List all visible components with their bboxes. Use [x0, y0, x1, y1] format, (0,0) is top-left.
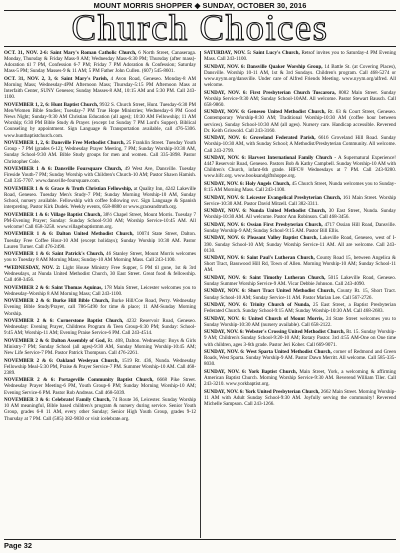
listing-details: County Road 15, between Angelica & Short Tract, Basswood Hill Rd, Town of Allen. Morning Worship-10 AM; Sunday School-11 AM. [204, 255, 396, 274]
listing-heading: SUNDAY, NOV. 6: Harvest International Family Church [204, 154, 333, 161]
church-listing [4, 50, 196, 75]
column-divider [200, 51, 201, 538]
listing-heading: SUNDAY, NOV. 6: Groveland Federated Parish, [204, 135, 316, 142]
church-listing [204, 288, 396, 300]
section-title-band [0, 12, 400, 45]
listing-heading: SUNDAY, NOV. 6: Short Tract United Methodist Church, [204, 288, 335, 295]
church-listing [204, 275, 396, 287]
listing-details: 6616 Groveland Hill Road. Sunday Worship-10:30 AM, with Sunday School; A Methodist/Presbyterian Community. All welcome. Call 243-2799. [204, 135, 396, 154]
listing-details: 6 North Street, Canaseraga. Monday, Thursday & Friday Mass-9 AM; Wednesday Mass-6:30 PM; Thursday (after mass)-Adoration til 7 PM, Confession 6-7 PM; Friday 7 PM Adoration & Confession; Saturday Mass-5 PM; Sunday Masses-9 & 11 AM; 5 PM Father John Cullen. (607) 545-8601. [4, 50, 196, 75]
church-listing [4, 358, 196, 376]
listing-details: 38½ Chapel Street, Mount Morris. Tuesday 7 PM-Evening Prayer; Sunday: Sunday School-9:30 AM; Worship Service-10:45 AM. All welcome! Call 658-3258. www.villagebaptistmm.org. [4, 211, 196, 230]
listing-details: Main Street, York, a welcoming & affirming American Baptist Church. Morning Worship Service-9:30 AM. Reverend William Tiler. Call 243-3210. www.yorkbaptist.org. [204, 368, 396, 388]
listing-heading: NOVEMBER 2 & 6: Saint Thomas Aquinas, [4, 284, 103, 291]
listing-heading: *WEDNESDAY, NOV. 2: [4, 264, 61, 271]
church-listing [204, 302, 396, 314]
listing-details: 4 Avon Road, Geneseo. Monday-8 AM Morning Mass; Wednesday-4PM Afternoon Mass; Thursday-5:15 PM Afternoon Mass at Interfaith Center, SUNY Geneseo; Sunday Masses-8 AM, 10:15 AM and 5:30 PM. Call 243-1100. [4, 75, 196, 101]
listing-heading: NOVEMBER 1 & 6: Dalton United Methodist Church, [4, 231, 134, 238]
listing-details: 25 Franklin Street. Tuesday Youth Group - 7 PM (grades 6-12); Wednesday Prayer Meeting, 7 PM; Sunday Worship-10:30 AM, Sunday School-9:30 AM. Bible Study groups for men and women. Call 335-3898. Pastor Christopher Cole. [4, 140, 196, 165]
listing-heading: SUNDAY, NOV. 6: York Baptist Church, [204, 368, 298, 375]
footer-rule [4, 539, 396, 540]
listing-heading: NOVEMBER 2 & 6: Dalton Assembly of God, [4, 337, 106, 344]
listing-details: 6668 Pike Street. Wednesday Prayer Meeting-6 PM, Youth Group-6 PM; Sunday Morning Worship-10 AM; Evening Service-6 PM. Pastor Rob Andreas. Call 468-5039. [4, 377, 196, 396]
listing-details: Retsof invites you to Saturday-4 PM Evening Mass. Call 243-1100. [204, 50, 396, 63]
listing-heading: SUNDAY, NOV. 6: Pleasant Valley Baptist Church, [204, 235, 318, 242]
listing-details: corner of Redmond and Green Roads, West Sparta. Sunday Worship-9 AM. Pastor Dawn Merritt. All welcome. Call 585-335-8030. [204, 349, 396, 368]
listing-details: 9932 S. Church Street, Hunt. Tuesday-6:30 PM Men/Women Bible Studies; Tuesday-7 PM True Hope Ministries; Wednesday-6 PM Good News Night; Sunday-9:30 AM Christian Education (all ages); 10:30 AM Fellowship; 11 AM Worship; 6:30 PM Bible Study & Prayer. (except 1st Sunday 7 PM Lord's Supper). Biblical Counseling by appointment. Sign Language & Transportation available, call 476-5306. www.huntbaptistchurch.com. [4, 101, 196, 139]
listing-heading: SUNDAY, NOV. 6: Saint Paul's Lutheran Church, [204, 255, 315, 262]
listing-heading: SUNDAY, NOV. 6: Leicester Evangelical Presbyterian Church, [204, 194, 342, 201]
church-listing [4, 397, 196, 422]
church-listing [204, 255, 396, 273]
church-listing [4, 251, 196, 263]
listing-heading: SUNDAY, NOV. 6: Ossian First Presbyterian Church, [204, 221, 323, 228]
left-column-listings [4, 50, 196, 540]
listing-heading: NOVEMBER 2 & 6: Cornerstone Baptist Church, [4, 317, 124, 324]
listing-heading: NOVEMBER 1, 2, 6: Hunt Baptist Church, [4, 101, 99, 108]
listing-details: 2662 Main Street. Morning Worship-11 AM with Adult Sunday School-9:30 AM. Joyfully serving the community! Reverend Michelle Sampson. Call 243-1266. [204, 388, 396, 407]
church-listing [204, 64, 396, 89]
church-listing [4, 285, 196, 297]
listing-heading: SUNDAY, NOV. 6: Geneseo United Methodist Church, [204, 109, 326, 116]
church-listing [4, 140, 196, 165]
church-listing [4, 377, 196, 395]
church-listing [4, 231, 196, 249]
listing-heading: NOVEMBER 2 & 6: Oakland Wesleyan Church, [4, 357, 119, 364]
listing-details: - A Supernatural Experience! 4447 Reservoir Road, Geneseo. Pastors Bob & Kathy Campbell. Sunday Worship-10 AM with Children's Church, infant-6th grade. HIFC® Wednesdays at 7 PM. Call 243-9280. www.hifc.org. www.booksandgiftshoppe.org. [204, 154, 396, 180]
church-listing [204, 155, 396, 180]
listing-heading: SATURDAY, NOV. 5: Saint Lucy's Church, [204, 50, 300, 56]
listing-heading: SUNDAY, NOV. 6: Trinity Church of Nunda, [204, 302, 311, 309]
listing-heading: SUNDAY, NOV. 6: Holy Angels Church, [204, 180, 291, 187]
section-title: Church Choices [71, 12, 329, 45]
listing-heading: SUNDAY, NOV. 6: First Presbyterian Church Tuscarora, [204, 89, 336, 96]
church-listing [204, 316, 396, 328]
listing-details: 24 State Street welcomes you to Sunday Worship-10:30 AM (nursery available). Call 658-2122. [204, 315, 396, 328]
masthead: MOUNT MORRIS SHOPPER ◆ SUNDAY, OCTOBER 30, 2016 [93, 1, 307, 10]
church-listing [204, 329, 396, 347]
listing-details: Lakeville Road, Geneseo, west of I-390. Sunday School-10 AM; Sunday Worship Service-11 AM. All are welcome. Call 243-0130. [204, 235, 396, 254]
listing-details: Rt. 63 & Court Street, Geneseo. Contemporary Worship-8:30 AM; Traditional Worship-10:30 AM (coffee hour between services). Sunday School-10:30 AM (all ages). Nursery care. Handicap accessible. Reverend Dr. Keith Griswold. Call 243-3160. [204, 109, 396, 134]
church-listing [4, 102, 196, 139]
listing-details: 14 Battle St. (at Covering Places), Dansville. Worship 10-11 AM, 1st & 3rd Sundays. Children's program. Call 468-5274 or www.nyym.org/dansville. Under care of Alfred Friends Meeting. www.nyym.org/alfred. All welcome. [204, 63, 396, 89]
listing-details: 8082 Main Street. Sunday Worship Service-9:30 AM; Sunday School-10AM. All welcome. Pastor Stewart Bausch. Call 658-9860. [204, 89, 396, 108]
church-listing [204, 90, 396, 108]
church-listing [4, 318, 196, 336]
church-listing [4, 186, 196, 211]
listing-details: 4717 Ossian Hill Road, Dansville. Sunday Worship-9 AM; Sunday School-9:15 AM. Pastor Bill Ellis. [204, 221, 396, 234]
church-listing [204, 349, 396, 367]
listing-heading: SUNDAY, NOV. 6: West Sparta United Methodist Church, [204, 349, 332, 356]
listing-heading: NOVEMBER 1 & 6: Dansville Foursquare Church, [4, 166, 123, 172]
right-column-listings [204, 50, 396, 540]
church-listing [204, 389, 396, 407]
church-listing [204, 50, 396, 62]
church-listing [204, 109, 396, 134]
listing-heading: SUNDAY, NOV. 6: Saint Timothy Lutheran Church, [204, 274, 326, 281]
church-listing [4, 338, 196, 356]
listing-details: 5015 Lakeville Road, Geneseo. Sunday Summer Worship Service-9 AM. Vicar Debbie Johnson. Call 243-4090. [204, 274, 396, 288]
listing-heading: NOVEMBER 1 & 6: Grace & Truth Christian Fellowship, [4, 185, 133, 192]
title-rule-bottom [4, 46, 396, 47]
listing-details: 1519 Rt. 436, Nunda. Wednesday Fellowship Meal-5:30 PM, Praise & Prayer Service-7 PM. Summer Worship-10 AM. Call 468-2389. [4, 357, 196, 376]
church-listing [4, 212, 196, 230]
listing-heading: NOVEMBER 3 & 6: Celebrate! Family Church, [4, 397, 111, 404]
listing-details: 30 East Street, Nunda. Sunday Worship-10:30 AM. All welcome. Pastor Ann Robinson. Call 468-3456. [204, 208, 396, 221]
listing-details: at Quality Inn, 4242 Lakeville Road, Geneseo. Tuesday Men's Study-7 PM; Sunday Morning Worship-10 AM, Sunday School, nursery available. Fellowship with coffee following svc. Sign Language & Spanish interpreting. Pastor Kirk Dudek. Weekly events, 658-8880 or www.graceandtruth.org. [4, 185, 196, 211]
listing-heading: NOVEMBER 1 & 6: Village Baptist Church, [4, 211, 102, 218]
listing-details: 74 Route 36, Leicester. Sunday Worship 10 AM meaningful, Bible based children's program & nursery during service. Senior Youth Group, grades 6-8 11 AM, every other Sunday; Senior High Youth Group, grades 9-12 Thursday at 7 PM. Call (585) 382-9830 or visit icelebrate.org. [4, 397, 196, 422]
listing-details: Rt. 408, Dalton. Wednesday: Boys & Girls Ministry-7 PM; Sunday School (all ages)-9:30 AM, Sunday Morning Worship-10:45 AM; New Life Service-7 PM. Pastor Patrick Thompson. Call 476-2261. [4, 337, 196, 357]
church-listing [204, 369, 396, 387]
listing-details: Rt. 15. Sunday Worship-9 AM; Children's Sunday School-9:20-10 AM; Rotary Pastor. 3rd 4:55 AM-One on One time with children, ages 3-6th grade. Pastor Jeri Kober. Call 669-9071. [204, 329, 396, 348]
listing-heading: NOVEMBER 1 & 6: Saint Patrick's Church, [4, 251, 105, 258]
listing-heading: SUNDAY, NOV. 6: York United Presbyterian Church, [204, 388, 320, 395]
listing-details: 45 Church Street, Nunda welcomes you to Sunday-8:15 AM Morning Mass. Call 243-1100. [204, 180, 396, 194]
listing-heading: OCT. 31, NOV. 2, 3, 6: Saint Mary's Parish, [4, 75, 109, 82]
listing-details: 49 West Ave, Dansville. Tuesday Fireside Youth-7 PM; Sunday Worship with Children's Church-10 AM; Pastor Shawn Hamish. Call 335-7707. www.dansville-foursquare.com. [4, 166, 196, 185]
listing-details: 178 Main Street, Leicester welcomes you to Wednesday-Worship 8 AM Morning Mass; Call 243-1100. [4, 284, 196, 297]
listing-heading: SUNDAY, NOV. 6: Webster's Crossing United Methodist Church, [204, 329, 345, 336]
church-listing [4, 76, 196, 101]
listing-heading: SUNDAY, NOV. 6: United Church of Mount Morris, [204, 315, 324, 322]
church-listing [204, 135, 396, 153]
church-listing [204, 181, 396, 193]
listing-heading: SUNDAY, NOV. 6: Dansville Quaker Worship Group, [204, 63, 323, 70]
listing-details: 25 East Street, a Baptist Presbyterian Federated Church. Sunday School-9:15 AM; Sunday Worship-10:30 AM. Call 468-2683. [204, 302, 396, 315]
church-listing [4, 265, 196, 283]
church-listing [204, 195, 396, 207]
listing-details: County Rt. 15, Short Tract. Sunday School-10 AM; Sunday Service-11 AM. Pastor Marian Lee. Call 567-2726. [204, 288, 396, 301]
listing-details: Burke Hill/Coe Road, Perry. Wednesday Evening Bible Study/Prayer, call 786-5490 for time & place; 11 AM-Sunday Morning Worship. [4, 298, 196, 317]
listing-heading: NOVEMBER 2 & 6: Burke Hill Bible Church, [4, 298, 110, 305]
church-listing [204, 222, 396, 234]
church-listing [4, 298, 196, 316]
church-listing [204, 235, 396, 253]
listing-heading: SUNDAY, NOV. 6: Nunda United Methodist Church, [204, 208, 327, 215]
listing-details: 46 Stanley Street, Mount Morris welcomes you to Tuesday 8 AM Morning Mass; Sunday-10 AM Morning Mass. Call 243-1100. [4, 251, 196, 264]
page-number: Page 32 [4, 541, 32, 550]
listing-details: 10074 State Street, Dalton. Tuesday Free Coffee Hour-10 AM (except holidays); Sunday Worship 10:30 AM. Pastor Lauren Turner. Call 476-2490. [4, 231, 196, 250]
listing-heading: NOVEMBER 1, 2, 6: Dansville Free Methodist Church, [4, 140, 125, 147]
church-listing [204, 208, 396, 220]
listing-heading: OCT. 31, NOV. 2-6: Saint Mary's Roman Catholic Church, [4, 50, 137, 56]
listing-details: 4232 Reservoir Road, Geneseo. Wednesday: Evening Prayer, Childrens Program & Teen Group-6:30 PM; Sunday: School-9:45 AM; Worship-11 AM; Evening Praise Service-6 PM. Call 243-4514. [4, 317, 196, 337]
masthead-rule-top [4, 10, 396, 11]
church-listing [4, 166, 196, 184]
listing-details: 161 Main Street. Worship Service-10:30 AM. Pastor David Mitzell. Call 382-3311. [204, 194, 396, 207]
listing-heading: NOVEMBER 2 & 6: Portageville Community Baptist Church, [4, 377, 154, 384]
listing-details: Light House Ministry Free Supper, 5 PM til gone, 1st & 3rd Wednesdays, at Nunda United Methodist Church, 30 East Street. Great food & fellowship. Call 468-3456. [4, 264, 196, 284]
